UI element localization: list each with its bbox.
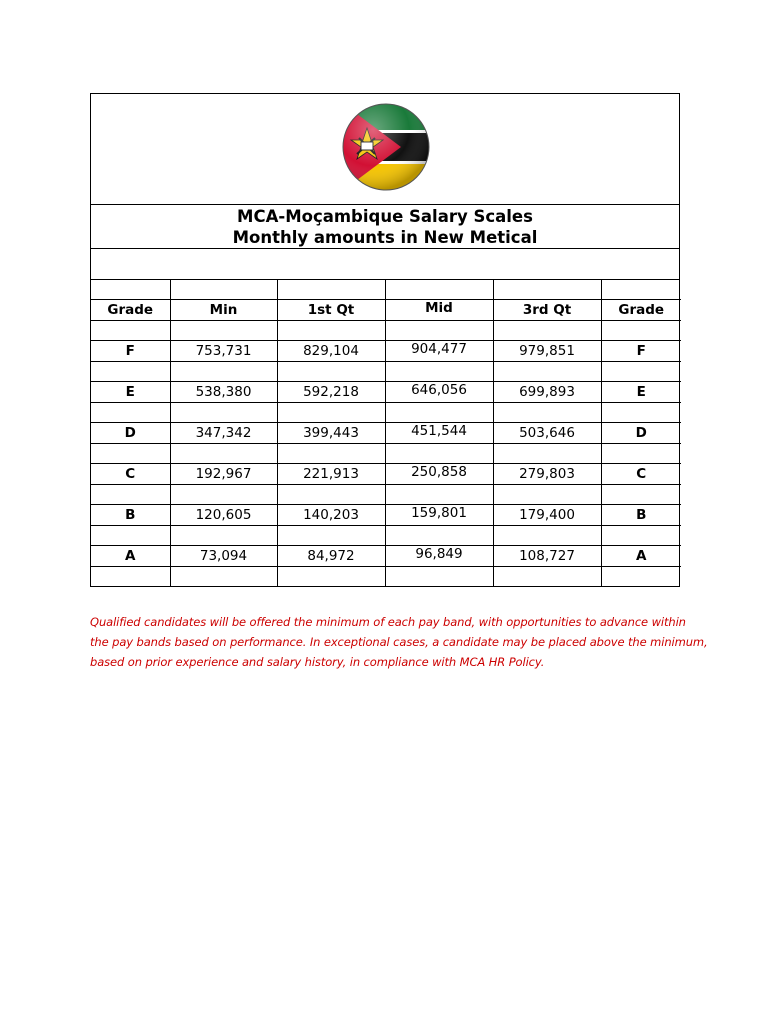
grade-cell: B (91, 505, 170, 526)
spacer-row (91, 280, 681, 300)
q1-cell: 592,218 (277, 382, 385, 403)
mid-cell: 904,477 (385, 341, 493, 362)
mid-cell: 451,544 (385, 423, 493, 444)
q3-cell: 179,400 (493, 505, 601, 526)
policy-note (90, 612, 708, 672)
grade-cell: D (91, 423, 170, 444)
column-header: Grade (91, 300, 170, 321)
mid-cell: 96,849 (385, 546, 493, 567)
q3-cell: 279,803 (493, 464, 601, 485)
spacer-row (91, 362, 681, 382)
q3-cell: 979,851 (493, 341, 601, 362)
q1-cell: 399,443 (277, 423, 385, 444)
table-header-row (91, 300, 681, 321)
table-row (91, 423, 681, 444)
spacer-row (91, 485, 681, 505)
grade-cell: D (601, 423, 681, 444)
q3-cell: 503,646 (493, 423, 601, 444)
logo-row (91, 94, 679, 205)
grade-cell: E (91, 382, 170, 403)
column-header: 1st Qt (277, 300, 385, 321)
note-line-1: Qualified candidates will be offered the minimum of each pay band, with opportunities to advance within (90, 615, 686, 629)
table-row (91, 546, 681, 567)
table-row (91, 341, 681, 362)
table-row (91, 505, 681, 526)
q3-cell: 108,727 (493, 546, 601, 567)
spacer-row (91, 444, 681, 464)
grade-cell: C (91, 464, 170, 485)
page-title (91, 205, 679, 249)
grade-cell: C (601, 464, 681, 485)
column-header: Min (170, 300, 277, 321)
mid-cell: 646,056 (385, 382, 493, 403)
grade-cell: F (91, 341, 170, 362)
column-header: 3rd Qt (493, 300, 601, 321)
table-row (91, 382, 681, 403)
q3-cell: 699,893 (493, 382, 601, 403)
mid-cell: 159,801 (385, 505, 493, 526)
title-line-1: MCA-Moçambique Salary Scales (237, 207, 533, 226)
table-row (91, 464, 681, 485)
salary-scale-sheet (90, 93, 680, 587)
grade-cell: B (601, 505, 681, 526)
spacer-row (91, 403, 681, 423)
spacer-row (91, 567, 681, 587)
mid-cell: 250,858 (385, 464, 493, 485)
min-cell: 120,605 (170, 505, 277, 526)
spacer-row (91, 321, 681, 341)
q1-cell: 221,913 (277, 464, 385, 485)
q1-cell: 84,972 (277, 546, 385, 567)
column-header: Mid (385, 300, 493, 321)
salary-table (91, 280, 681, 586)
column-header: Grade (601, 300, 681, 321)
q1-cell: 140,203 (277, 505, 385, 526)
min-cell: 192,967 (170, 464, 277, 485)
grade-cell: E (601, 382, 681, 403)
min-cell: 73,094 (170, 546, 277, 567)
min-cell: 538,380 (170, 382, 277, 403)
q1-cell: 829,104 (277, 341, 385, 362)
grade-cell: A (91, 546, 170, 567)
title-line-2: Monthly amounts in New Metical (232, 228, 538, 247)
spacer-row (91, 526, 681, 546)
grade-cell: A (601, 546, 681, 567)
min-cell: 753,731 (170, 341, 277, 362)
note-line-3: based on prior experience and salary history, in compliance with MCA HR Policy. (90, 655, 545, 669)
min-cell: 347,342 (170, 423, 277, 444)
mozambique-flag-icon (341, 102, 431, 192)
grade-cell: F (601, 341, 681, 362)
note-line-2: the pay bands based on performance. In exceptional cases, a candidate may be placed above the minimum, (90, 635, 708, 649)
blank-row (91, 249, 679, 280)
